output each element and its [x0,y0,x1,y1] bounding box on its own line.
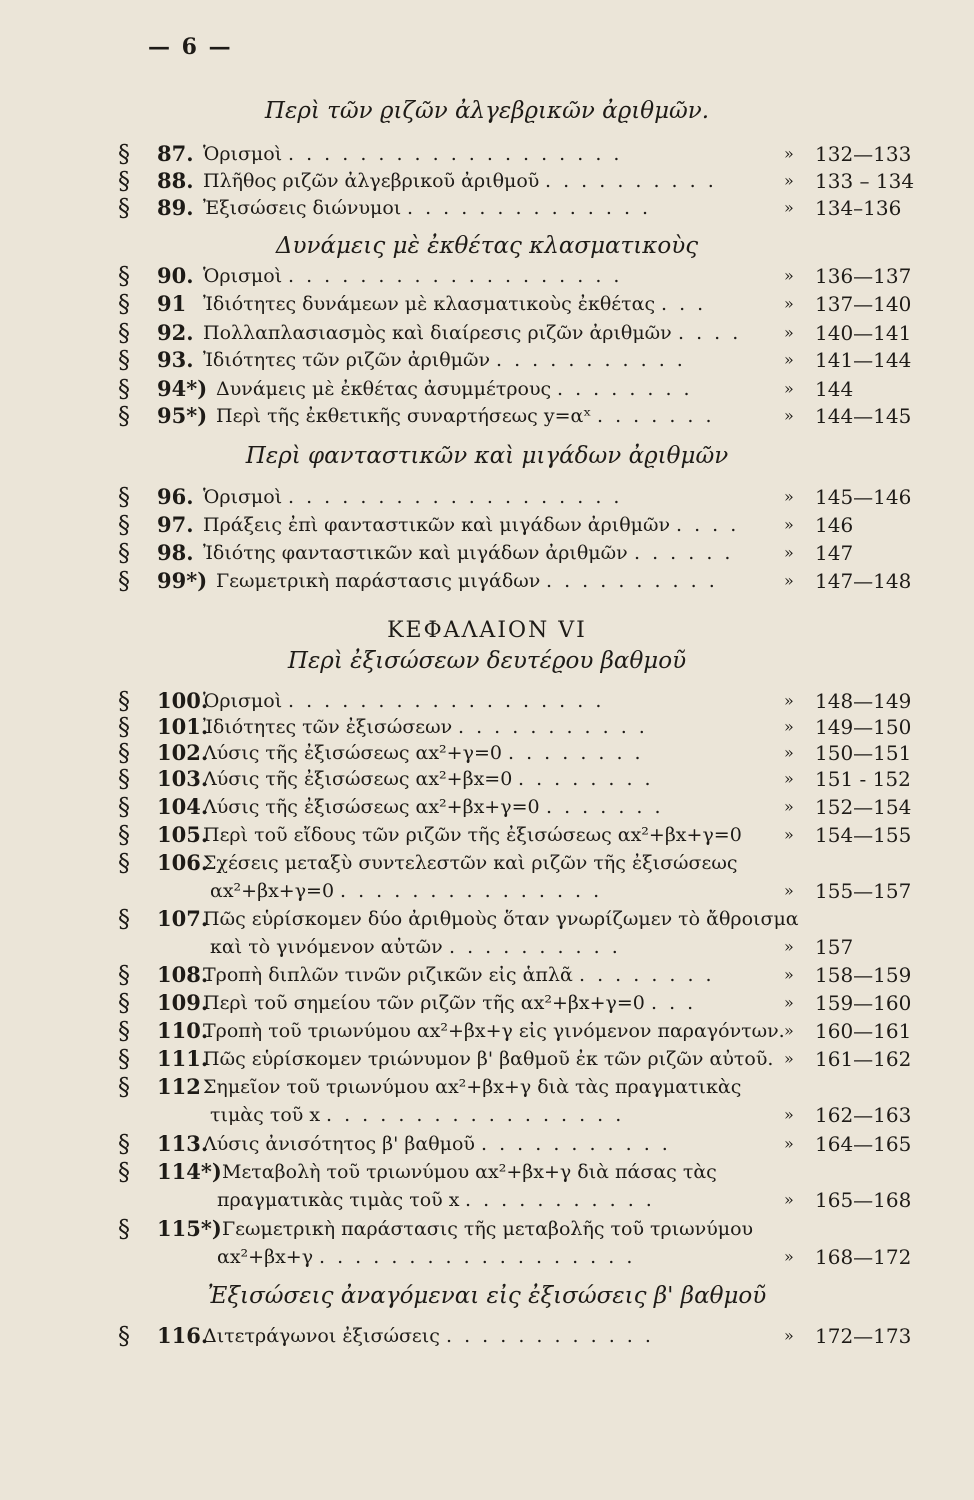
entry-pages: 164—165 [815,1132,912,1156]
entry-title: Περὶ τοῦ σημείου τῶν ριζῶν τῆς αx²+βx+γ=0 [203,992,645,1014]
toc-entry[interactable] [0,1321,974,1351]
entry-title: Γεωμετρικὴ παράστασις μιγάδων [216,570,541,592]
entry-pages: 148—149 [815,689,912,713]
entry-title: Λύσις τῆς ἐξισώσεως αx²+βx+γ=0 [203,796,540,818]
entry-title: Τροπὴ τοῦ τριωνύμου αx²+βx+γ εἰς γινόμενον παραγόντων. [203,1020,785,1042]
section-mark: § [118,765,130,793]
entry-pages: 161—162 [815,1047,912,1071]
section-mark: § [118,1322,130,1350]
entry-title: Λύσις τῆς ἐξισώσεως αx²+βx=0 [203,768,513,790]
section-heading-imaginary-numbers: Περὶ φανταστικῶν καὶ μιγάδων ἀϱιθμῶν [245,443,729,469]
page-mark: » [784,1049,794,1068]
dot-leader: . . . . [676,514,740,536]
entry-number: 101. [157,714,209,739]
toc-entry[interactable] [0,166,974,196]
toc-entry[interactable] [0,482,974,512]
entry-number: 114*) [157,1159,222,1184]
page-number: — 6 — [148,34,233,60]
page-mark: » [784,1134,794,1153]
entry-title: Ἰδιότητες τῶν ριζῶν ἀριθμῶν [203,349,491,371]
section-mark: § [118,1158,130,1186]
toc-entry[interactable] [0,904,974,959]
entry-title-continued: τιμὰς τοῦ x [210,1104,321,1126]
entry-pages: 168—172 [815,1245,912,1269]
dot-leader: . . . . . . . . [518,768,654,790]
section-mark: § [118,511,130,539]
section-mark: § [118,713,130,741]
entry-pages: 140—141 [815,321,912,345]
dot-leader: . . . . . . . . . . . . . . . . . . [288,690,605,712]
dot-leader: . . . . . . . . . . [546,570,718,592]
dot-leader: . . . . . . . . [579,964,715,986]
page-mark: » [784,1247,794,1266]
section-mark: § [118,319,130,347]
dot-leader: . . . . . . . . . . [545,170,717,192]
section-mark: § [118,1045,130,1073]
page-mark: » [784,198,794,217]
entry-pages: 172—173 [815,1324,912,1348]
section-mark: § [118,739,130,767]
page-mark: » [784,937,794,956]
entry-number: 107. [157,906,209,931]
section-mark: § [118,1073,130,1101]
dot-leader: . . . . . . . . . . . . . . . [340,880,603,902]
page-mark: » [784,294,794,313]
section-mark: § [118,1130,130,1158]
entry-title: Ἰδιότητες τῶν ἐξισώσεων [203,716,453,738]
section-mark: § [118,793,130,821]
entry-title: Μεταβολὴ τοῦ τριωνύμου αx²+βx+γ διὰ πάσας τὰς [222,1161,717,1183]
entry-pages: 136—137 [815,264,912,288]
dot-leader: . . . . . . . . . . . [458,716,648,738]
section-mark: § [118,961,130,989]
toc-entry[interactable] [0,139,974,169]
page-mark: » [784,487,794,506]
page-mark: » [784,171,794,190]
page-mark: » [784,797,794,816]
toc-entry[interactable] [0,318,974,348]
dot-leader: . . . . . . . . . . . . . . . . . . . [288,143,623,165]
toc-entry[interactable] [0,289,974,319]
page-mark: » [784,743,794,762]
section-heading-fractional-powers: Δυνάμεις μὲ ἐκθέτας κλασματικοὺς [275,233,699,259]
section-heading-algebraic-roots: Περὶ τῶν ϱιζῶν ἀλγεβϱικῶν ἀϱιθμῶν. [264,98,710,124]
entry-title: Ἰδιότητες δυνάμεων μὲ κλασματικοὺς ἐκθέτας [203,293,656,315]
dot-leader: . . . [661,293,707,315]
page-mark: » [784,965,794,984]
dot-leader: . . . [651,992,697,1014]
toc-entry[interactable] [0,1072,974,1127]
dot-leader: . . . . . . . . [557,378,693,400]
entry-number: 97. [157,512,194,537]
page-mark: » [784,1021,794,1040]
dot-leader: . . . . . . . . . . . [481,1133,671,1155]
section-mark: § [118,1215,130,1243]
entry-title: Πλῆθος ριζῶν ἀλγεβρικοῦ ἀριθμοῦ [203,170,540,192]
toc-entry[interactable] [0,1016,974,1046]
entry-pages: 162—163 [815,1103,912,1127]
entry-title: Λύσις τῆς ἐξισώσεως αx²+γ=0 [203,742,502,764]
entry-title: Ἰδιότης φανταστικῶν καὶ μιγάδων ἀριθμῶν [203,542,628,564]
entry-pages: 144—145 [815,404,912,428]
entry-number: 95*) [157,403,208,428]
entry-number: 108. [157,962,209,987]
section-heading-reducible-equations: Ἐξισώσεις ἀναγόμεναι εἰς ἐξισώσεις β' βαθμοῦ [207,1283,767,1309]
page-mark: » [784,717,794,736]
toc-entry[interactable] [0,566,974,596]
section-mark: § [118,687,130,715]
entry-pages: 146 [815,513,854,537]
entry-number: 103. [157,766,209,791]
section-mark: § [118,402,130,430]
chapter-heading: Περὶ ἐξισώσεων δευτέϱου βαθμοῦ [287,648,687,674]
toc-entry[interactable] [0,960,974,990]
toc-entry[interactable] [0,193,974,223]
page-mark: » [784,993,794,1012]
dot-leader: . . . . . . . . . . . [496,349,686,371]
dot-leader: . . . . . . . . . . . . . . [407,197,652,219]
dot-leader: . . . . . . . . . . . . . . . . . . . [288,265,623,287]
entry-title: Ὁρισμοὶ [203,486,283,508]
entry-title: Τροπὴ διπλῶν τινῶν ριζικῶν εἰς ἁπλᾶ [203,964,573,986]
section-mark: § [118,539,130,567]
entry-title-continued: καὶ τὸ γινόμενον αὐτῶν [210,936,443,958]
section-mark: § [118,262,130,290]
entry-number: 90. [157,263,194,288]
dot-leader: . . . . . . . . . . . . . . . . . [326,1104,625,1126]
entry-number: 93. [157,347,194,372]
dot-leader: . . . . . . . . . . . . . . . . . . . [288,486,623,508]
toc-entry[interactable] [0,988,974,1018]
entry-number: 110. [157,1018,209,1043]
page-mark: » [784,406,794,425]
toc-entry[interactable] [0,374,974,404]
section-mark: § [118,140,130,168]
entry-title-continued: αx²+βx+γ=0 [210,880,335,902]
toc-entry[interactable] [0,538,974,568]
entry-pages: 158—159 [815,963,912,987]
entry-number: 102. [157,740,209,765]
entry-title: Πράξεις ἐπὶ φανταστικῶν καὶ μιγάδων ἀριθμῶν [203,514,671,536]
section-mark: § [118,346,130,374]
toc-entry[interactable] [0,820,974,850]
toc-entry[interactable] [0,261,974,291]
entry-pages: 157 [815,935,854,959]
page-mark: » [784,1326,794,1345]
entry-pages: 147 [815,541,854,565]
entry-number: 96. [157,484,194,509]
entry-pages: 150—151 [815,741,912,765]
dot-leader: . . . . . . . . [508,742,644,764]
toc-entry[interactable] [0,1157,974,1212]
dot-leader: . . . . . . . . . . . . [446,1325,654,1347]
entry-title: Πολλαπλασιασμὸς καὶ διαίρεσις ριζῶν ἀριθμῶν [203,322,672,344]
page-mark: » [784,323,794,342]
entry-number: 99*) [157,568,208,593]
page-mark: » [784,350,794,369]
entry-pages: 145—146 [815,485,912,509]
dot-leader: . . . . . . . . . . . . . . . . . . [319,1246,636,1268]
entry-pages: 132—133 [815,142,912,166]
page-mark: » [784,144,794,163]
toc-entry[interactable] [0,764,974,794]
toc-entry[interactable] [0,1129,974,1159]
page-mark: » [784,825,794,844]
section-mark: § [118,483,130,511]
entry-pages: 165—168 [815,1188,912,1212]
section-mark: § [118,167,130,195]
entry-pages: 155—157 [815,879,912,903]
entry-number: 112 [157,1074,201,1099]
dot-leader: . . . . . . . . . . [449,936,621,958]
entry-pages: 152—154 [815,795,912,819]
entry-title: Γεωμετρικὴ παράστασις τῆς μεταβολῆς τοῦ τριωνύμου [222,1218,754,1240]
entry-pages: 147—148 [815,569,912,593]
entry-title-continued: πραγματικὰς τιμὰς τοῦ x [217,1189,460,1211]
entry-number: 109. [157,990,209,1015]
toc-entry[interactable] [0,510,974,540]
page-mark: » [784,379,794,398]
section-mark: § [118,821,130,849]
page-mark: » [784,543,794,562]
entry-pages: 160—161 [815,1019,912,1043]
entry-number: 91 [157,291,187,316]
entry-pages: 151 - 152 [815,767,911,791]
entry-title: Ἐξισώσεις διώνυμοι [203,197,402,219]
toc-entry[interactable] [0,848,974,903]
entry-number: 87. [157,141,194,166]
dot-leader: . . . . . . . [546,796,664,818]
section-mark: § [118,849,130,877]
chapter-label: ΚΕΦΑΛΑΙΟΝ VI [387,618,587,643]
page-mark: » [784,691,794,710]
entry-number: 105. [157,822,209,847]
dot-leader: . . . . . . [634,542,734,564]
entry-pages: 144 [815,377,854,401]
entry-number: 88. [157,168,194,193]
entry-title: Ὁρισμοὶ [203,265,283,287]
dot-leader: . . . . [678,322,742,344]
page-mark: » [784,266,794,285]
page-mark: » [784,769,794,788]
page-mark: » [784,881,794,900]
toc-entry[interactable] [0,401,974,431]
entry-title: Ὁρισμοὶ [203,690,283,712]
entry-pages: 141—144 [815,348,912,372]
entry-title-continued: αx²+βx+γ [217,1246,314,1268]
page-mark: » [784,1105,794,1124]
page-mark: » [784,515,794,534]
section-mark: § [118,290,130,318]
entry-number: 106. [157,850,209,875]
page-mark: » [784,571,794,590]
entry-pages: 137—140 [815,292,912,316]
toc-entry[interactable] [0,1214,974,1269]
entry-title: Ὁρισμοὶ [203,143,283,165]
entry-pages: 149—150 [815,715,912,739]
entry-title: Σχέσεις μεταξὺ συντελεστῶν καὶ ριζῶν τῆς ἐξισώσεως [203,852,738,874]
entry-number: 111. [157,1046,209,1071]
entry-pages: 134–136 [815,196,902,220]
entry-number: 98. [157,540,194,565]
entry-number: 94*) [157,376,208,401]
entry-title: Σημεῖον τοῦ τριωνύμου αx²+βx+γ διὰ τὰς πραγματικὰς [203,1076,742,1098]
entry-pages: 154—155 [815,823,912,847]
entry-number: 116. [157,1323,209,1348]
entry-title: Πῶς εὑρίσκομεν δύο ἀριθμοὺς ὅταν γνωρίζωμεν τὸ ἄθροισμα [203,908,799,930]
entry-number: 115*) [157,1216,222,1241]
section-mark: § [118,567,130,595]
entry-title: Διτετράγωνοι ἐξισώσεις [203,1325,440,1347]
section-mark: § [118,375,130,403]
entry-title: Περὶ τοῦ εἴδους τῶν ριζῶν τῆς ἐξισώσεως αx²+βx+γ=0 [203,824,742,846]
entry-title: Λύσις ἀνισότητος β' βαθμοῦ [203,1133,475,1155]
section-mark: § [118,989,130,1017]
entry-number: 100. [157,688,209,713]
entry-number: 113. [157,1131,209,1156]
section-mark: § [118,905,130,933]
entry-title: Δυνάμεις μὲ ἐκθέτας ἀσυμμέτρους [216,378,552,400]
entry-pages: 133 – 134 [815,169,915,193]
dot-leader: . . . . . . . [597,405,715,427]
entry-number: 104. [157,794,209,819]
entry-number: 92. [157,320,194,345]
entry-title: Περὶ τῆς ἐκθετικῆς συναρτήσεως y=αˣ [216,405,592,427]
page-mark: » [784,1190,794,1209]
toc-entry[interactable] [0,1044,974,1074]
section-mark: § [118,1017,130,1045]
entry-pages: 159—160 [815,991,912,1015]
entry-number: 89. [157,195,194,220]
toc-entry[interactable] [0,792,974,822]
section-mark: § [118,194,130,222]
entry-title: Πῶς εὑρίσκομεν τριώνυμον β' βαθμοῦ ἐκ τῶν ριζῶν αὐτοῦ. [203,1048,774,1070]
toc-entry[interactable] [0,345,974,375]
dot-leader: . . . . . . . . . . . [465,1189,655,1211]
